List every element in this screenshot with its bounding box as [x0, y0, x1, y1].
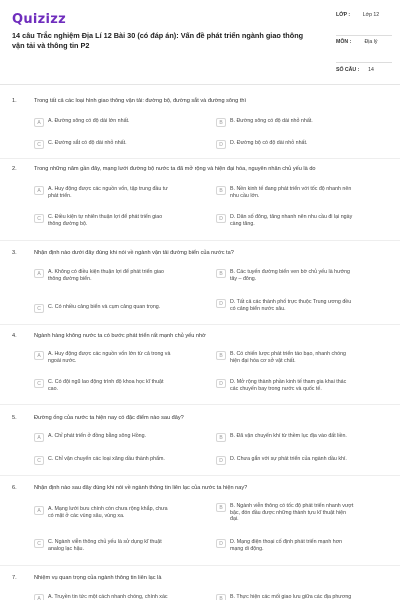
question-divider: [0, 565, 400, 566]
class-label: LỚP :: [336, 12, 351, 18]
option-a[interactable]: [34, 351, 173, 364]
option-letter-box: A: [34, 351, 44, 360]
option-letter-box: C: [34, 539, 44, 548]
question-number: 2.: [12, 166, 17, 172]
count-value: 14: [368, 67, 374, 73]
question-divider: [0, 158, 400, 159]
question-divider: [0, 404, 400, 405]
count-row: [336, 67, 392, 74]
option-text: C. Có nhiều cảng biển và cụm cảng quan trọng.: [48, 304, 161, 310]
class-row: [336, 12, 392, 34]
option-text: D. Chưa gắn với sự phát triển của ngành dầu khí.: [230, 456, 347, 462]
subject-label: MÔN :: [336, 39, 352, 45]
option-letter-box: D: [216, 140, 226, 149]
option-d[interactable]: [216, 140, 355, 149]
subject-row: [336, 39, 392, 61]
option-c[interactable]: [34, 214, 173, 227]
option-letter-box: C: [34, 304, 44, 313]
option-letter-box: B: [216, 351, 226, 360]
option-letter-box: D: [216, 214, 226, 223]
option-c[interactable]: [34, 140, 173, 149]
option-letter-box: A: [34, 269, 44, 278]
option-d[interactable]: [216, 379, 355, 392]
question-number: 4.: [12, 333, 17, 339]
option-text: C. Đường sắt có độ dài nhỏ nhất.: [48, 140, 127, 146]
option-text: A. Truyền tin tức một cách nhanh chóng, chính xác: [48, 594, 168, 600]
quiz-meta: [336, 12, 392, 74]
option-letter-box: D: [216, 539, 226, 548]
question-number: 5.: [12, 415, 17, 421]
option-text: A. Chỉ phát triển ở đồng bằng sông Hồng.: [48, 433, 147, 439]
option-text: A. Huy động được các nguồn vốn lớn từ cả trong và ngoài nước.: [48, 351, 171, 364]
option-letter-box: A: [34, 186, 44, 195]
question-number: 6.: [12, 485, 17, 491]
option-text: A. Không có điều kiện thuận lợi để phát triển giao thông đường biển.: [48, 269, 164, 282]
question-number: 7.: [12, 575, 17, 581]
option-a[interactable]: [34, 594, 173, 600]
option-letter-box: B: [216, 433, 226, 442]
question-text: Ngành hàng không nước ta có bước phát triển rất mạnh chủ yếu nhờ: [34, 333, 206, 339]
option-c[interactable]: [34, 539, 173, 552]
option-text: A. Mạng lưới bưu chính còn chưa rộng khắp, chưa có mặt ở các vùng sâu, vùng xa.: [48, 506, 168, 519]
option-letter-box: D: [216, 299, 226, 308]
option-letter-box: D: [216, 456, 226, 465]
option-letter-box: B: [216, 594, 226, 600]
option-text: B. Các tuyến đường biển ven bờ chủ yếu là hướng tây – đông.: [230, 269, 350, 282]
quizizz-logo: Quizizz: [12, 12, 67, 27]
option-letter-box: B: [216, 118, 226, 127]
option-d[interactable]: [216, 299, 355, 312]
option-a[interactable]: [34, 269, 173, 282]
page-title: 14 câu Trắc nghiệm Địa Lí 12 Bài 30 (có đáp án): Vấn đề phát triển ngành giao thông vận tải và thông tin P2: [12, 31, 304, 50]
option-b[interactable]: [216, 594, 355, 600]
option-a[interactable]: [34, 506, 173, 519]
option-d[interactable]: [216, 539, 355, 552]
count-label: SỐ CÂU :: [336, 67, 360, 73]
question-number: 1.: [12, 98, 17, 104]
option-d[interactable]: [216, 456, 355, 465]
option-a[interactable]: [34, 186, 173, 199]
option-letter-box: B: [216, 503, 226, 512]
option-c[interactable]: [34, 304, 173, 313]
question-text: Nhiệm vụ quan trọng của ngành thông tin liên lạc là: [34, 575, 162, 581]
question-text: Nhận định nào sau đây đúng khi nói về ngành thông tin liên lạc của nước ta hiện nay?: [34, 485, 248, 491]
option-text: C. Điều kiện tự nhiên thuận lợi để phát triển giao thông đường bộ.: [48, 214, 163, 227]
option-letter-box: C: [34, 379, 44, 388]
option-letter-box: A: [34, 594, 44, 600]
meta-divider: [336, 35, 392, 36]
question-text: Nhận định nào dưới đây đúng khi nói về ngành vận tải đường biển của nước ta?: [34, 250, 234, 256]
option-b[interactable]: [216, 269, 355, 282]
question-divider: [0, 475, 400, 476]
subject-value: Địa lý: [364, 39, 378, 45]
option-text: C. Ngành viễn thông chủ yếu là sử dụng kĩ thuật analog lạc hậu.: [48, 539, 162, 552]
question-divider: [0, 324, 400, 325]
option-letter-box: C: [34, 140, 44, 149]
question-text: Đường ống của nước ta hiện nay có đặc điểm nào sau đây?: [34, 415, 184, 421]
option-letter-box: A: [34, 118, 44, 127]
option-text: A. Huy động được các nguồn vốn, tập trung đầu tư phát triển.: [48, 186, 168, 199]
option-d[interactable]: [216, 214, 355, 227]
option-letter-box: B: [216, 186, 226, 195]
option-text: B. Đã vận chuyển khí từ thềm lục địa vào đất liền.: [230, 433, 347, 439]
meta-divider: [336, 62, 392, 63]
option-text: D. Dân số đông, tăng nhanh nên nhu cầu đi lại ngày càng tăng.: [230, 214, 353, 227]
option-c[interactable]: [34, 456, 173, 465]
question-divider: [0, 240, 400, 241]
option-text: D. Mở rộng thành phần kinh tế tham gia khai thác các chuyến bay trong nước và quốc tế.: [230, 379, 347, 392]
option-a[interactable]: [34, 433, 173, 442]
option-text: B. Có chiến lược phát triển táo bạo, nhanh chóng hiện đại hóa cơ sở vật chất.: [230, 351, 346, 364]
option-b[interactable]: [216, 118, 355, 127]
option-text: B. Nền kinh tế đang phát triển với tốc độ nhanh nên nhu cầu lớn.: [230, 186, 352, 199]
option-letter-box: A: [34, 506, 44, 515]
option-c[interactable]: [34, 379, 173, 392]
option-letter-box: B: [216, 269, 226, 278]
option-b[interactable]: [216, 351, 355, 364]
question-text: Trong những năm gần đây, mạng lưới đường bộ nước ta đã mở rộng và hiện đại hóa, nguyên nhân chủ yếu là do: [34, 166, 316, 172]
header-divider: [0, 84, 400, 85]
option-letter-box: A: [34, 433, 44, 442]
question-number: 3.: [12, 250, 17, 256]
option-text: C. Chỉ vận chuyển các loại xăng dầu thành phẩm.: [48, 456, 165, 462]
option-text: B. Đường sông có độ dài nhỏ nhất.: [230, 118, 313, 124]
option-text: A. Đường sông có độ dài lớn nhất.: [48, 118, 130, 124]
option-letter-box: C: [34, 214, 44, 223]
class-value: Lớp 12: [362, 12, 380, 18]
option-text: B. Thực hiện các mối giao lưu giữa các địa phương: [230, 594, 352, 600]
option-text: C. Có đội ngũ lao động trình độ khoa học kĩ thuật cao.: [48, 379, 164, 392]
option-text: B. Ngành viễn thông có tốc độ phát triển nhanh vượt bậc, đón đầu được những thành tựu kĩ thuật hiện đại.: [230, 503, 354, 523]
option-a[interactable]: [34, 118, 173, 127]
option-b[interactable]: [216, 433, 355, 442]
question-text: Trong tất cả các loại hình giao thông vận tải: đường bộ, đường sắt và đường sông thì: [34, 98, 247, 104]
option-text: D. Mạng điện thoại cố định phát triển mạnh hơn mạng di động.: [230, 539, 343, 552]
option-letter-box: D: [216, 379, 226, 388]
option-letter-box: C: [34, 456, 44, 465]
option-b[interactable]: [216, 503, 355, 523]
option-text: D. Đường bộ có độ dài nhỏ nhất.: [230, 140, 308, 146]
option-b[interactable]: [216, 186, 355, 199]
option-text: D. Tất cả các thành phố trực thuộc Trung ương đều có cảng biển nước sâu.: [230, 299, 352, 312]
